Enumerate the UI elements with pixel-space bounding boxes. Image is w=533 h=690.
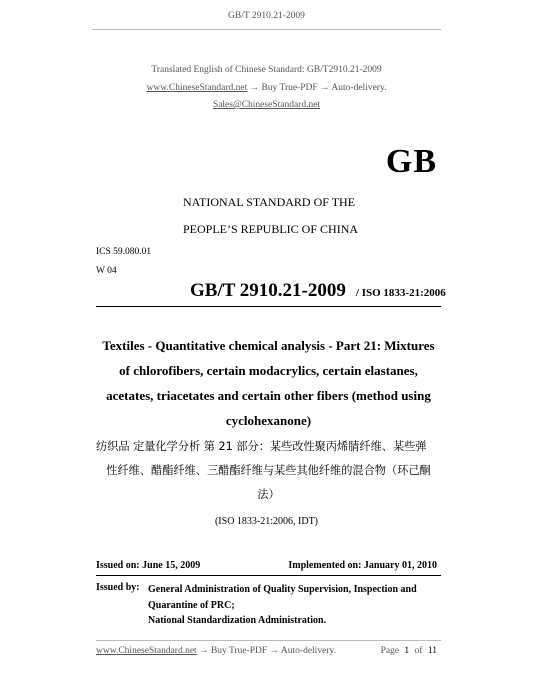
title-chinese	[96, 435, 441, 507]
banner-email-link[interactable]: Sales@ChineseStandard.net	[212, 100, 321, 110]
implemented-on: Implemented on: January 01, 2010	[288, 560, 437, 571]
footer-rule	[96, 640, 441, 641]
issued-by-line: National Standardization Administration.	[148, 615, 327, 626]
title-en-line: cyclohexanone)	[225, 413, 312, 428]
gb-mark: GB	[385, 143, 437, 180]
banner-site-link[interactable]: www.ChineseStandard.net	[146, 83, 248, 93]
of-label: of	[414, 646, 423, 656]
running-header: GB/T 2910.21-2009	[228, 11, 305, 21]
title-cn-line: 性纤维、醋酯纤维、三醋酯纤维与某些其他纤维的混合物（环己酮	[106, 464, 431, 477]
header-rule	[92, 29, 441, 30]
title-english	[96, 333, 441, 433]
issued-by-line: General Administration of Quality Supervision, Inspection and	[148, 584, 417, 595]
banner-email-line	[0, 100, 533, 110]
banner-translation-line: Translated English of Chinese Standard: GB/T2910.21-2009	[151, 65, 382, 75]
title-en-line: of chlorofibers, certain modacrylics, certain elastanes,	[119, 363, 418, 378]
issued-on: Issued on: June 15, 2009	[96, 560, 201, 571]
issued-by-label: Issued by:	[96, 582, 140, 593]
issued-by-line: Quarantine of PRC;	[148, 599, 235, 611]
standard-body-line1: NATIONAL STANDARD OF THE	[183, 195, 356, 209]
standard-body-line2: PEOPLE’S REPUBLIC OF CHINA	[183, 222, 359, 236]
dates-rule	[96, 575, 441, 576]
iso-number: / ISO 1833-21:2006	[355, 287, 446, 299]
footer-buy-text: → Buy True-PDF → Auto-delivery.	[199, 646, 336, 656]
banner-buy-line	[0, 83, 533, 93]
title-cn-line: 纺织品 定量化学分析 第 21 部分：某些改性聚丙烯腈纤维、某些弹	[96, 440, 427, 453]
ccs-code: W 04	[96, 266, 117, 276]
ics-code: ICS 59.080.01	[96, 247, 152, 257]
number-rule	[96, 306, 441, 307]
page-indicator	[381, 646, 437, 656]
title-en-line: Textiles - Quantitative chemical analysis - Part 21: Mixtures	[102, 338, 435, 353]
iso-equivalence: (ISO 1833-21:2006, IDT)	[214, 516, 319, 527]
title-en-line: acetates, triacetates and certain other fibers (method using	[106, 388, 431, 403]
banner-buy-text: → Buy True-PDF → Auto-delivery.	[249, 83, 387, 93]
page-total: 11	[427, 646, 437, 656]
title-cn-line: 法）	[257, 488, 280, 501]
footer-buy-line	[96, 646, 336, 656]
issued-by-text	[148, 582, 437, 629]
footer-site-link[interactable]: www.ChineseStandard.net	[96, 646, 197, 656]
gbt-number: GB/T 2910.21-2009	[190, 280, 346, 301]
page-number: 1	[404, 646, 410, 656]
page-label: Page	[380, 646, 400, 656]
standard-number-line	[190, 280, 446, 302]
